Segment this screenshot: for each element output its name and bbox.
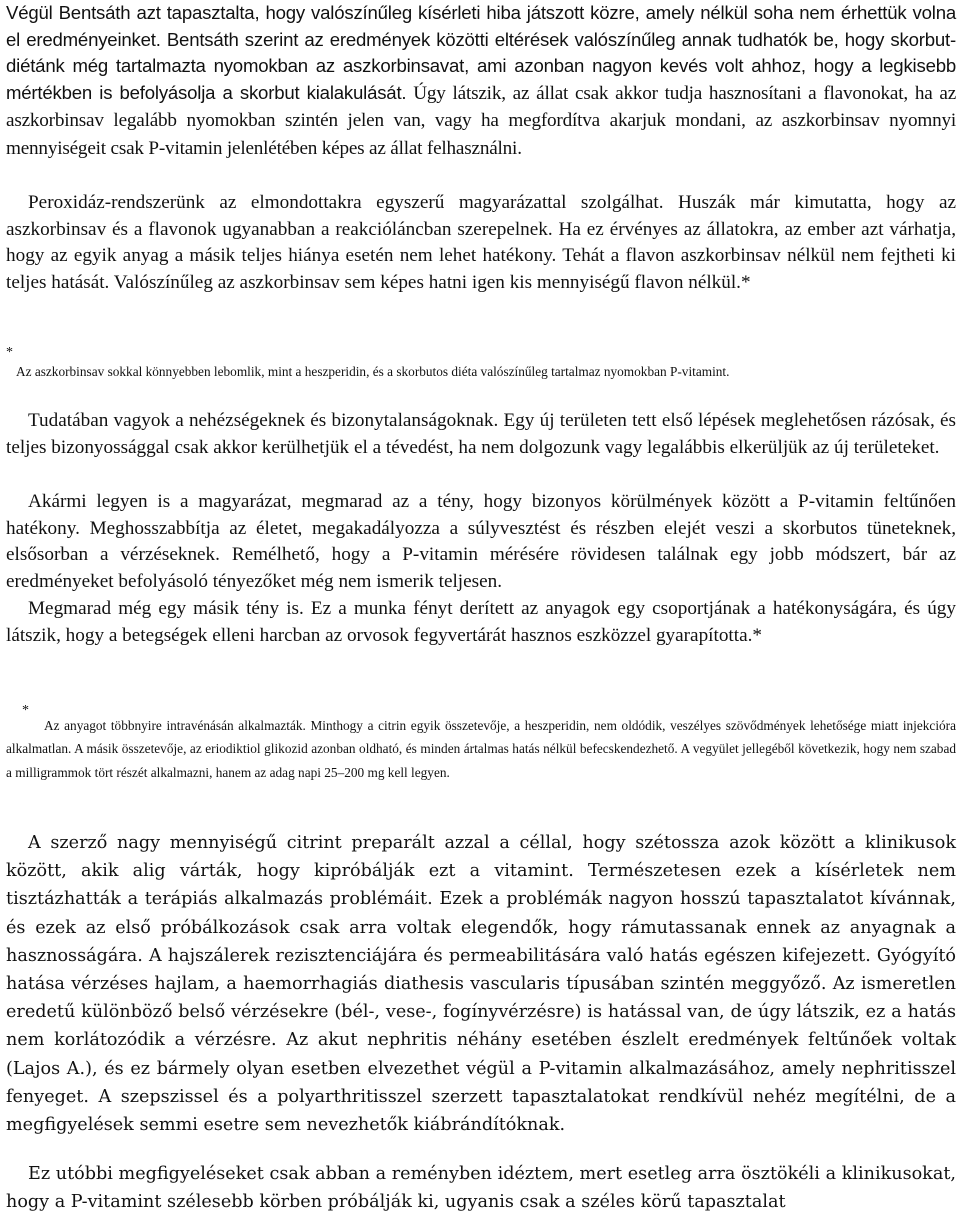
- paragraph-clinicians: Ez utóbbi megfigyeléseket csak abban a reményben idéztem, mert esetleg arra ösztökéli a klinikusokat, hogy a P-vitamint szélesebb körben próbálják ki, ugyanis csak a széles körű tapasztalat: [6, 1164, 956, 1213]
- footnote-2-marker: *: [22, 703, 29, 718]
- footnote-1: [6, 345, 956, 382]
- paragraph-bentsath-continuation: Úgy látszik, az állat csak akkor tudja hasznosítani a flavonokat, ha az aszkorbinsav legalább nyomokban szintén jelen van, vagy ha megfordítva akarjuk mondani, az aszkorbinsav nyomnyi mennyiségeit csak P-vitamin jelenlétében képes az állat felhasználni.: [6, 82, 957, 159]
- footnote-2-text: Az anyagot többnyire intravénásán alkalmazták. Minthogy a citrin egyik összetevője, a heszperidin, nem oldódik, veszélyes szövődmények lehetősége miatt injekcióra alkalmatlan. A másik összetevője, az eriodiktiol glikozid azonban oldható, és minden ártalmas hatás nélkül befecskendezhető. A vegyület jellegéből következik, hogy nem szabad a milligrammok tört részét alkalmazni, hanem az adag napi 25–200 mg kell legyen.: [6, 718, 956, 780]
- footnote-2: [6, 704, 956, 784]
- paragraph-bentsath-text: Végül Bentsáth azt tapasztalta, hogy valószínűleg kísérleti hiba játszott közre, amely nélkül soha nem érhettük volna el eredményeinket. Bentsáth szerint az eredmények közötti eltérések valószínűleg annak tudhatók be, hogy skorbut-diétánk még tartalmazta nyomokban az aszkorbinsavat, ami azonban nagyon kevés volt ahhoz, hogy a legkisebb mértékben is befolyásolja a skorbut kialakulását.: [6, 2, 956, 103]
- paragraph-citrin: A szerző nagy mennyiségű citrint preparált azzal a céllal, hogy szétossza azok között a klinikusok között, akik alig várták, hogy kipróbálják ezt a vitamint. Természetesen ezek a kísérletek nem tisztázhatták a terápiás alkalmazás problémáit. Ezek a problémák nagyon hosszú tapasztalatot kívánnak, és ezek az első próbálkozások csak arra voltak elegendők, hogy rámutassanak ennek az anyagnak a hasznosságára. A hajszálerek rezisztenciájára és permeabilitására való hatás egészen kifejezett. Gyógyító hatása vérzéses hajlam, a haemorrhagiás diathesis vascularis típusában szintén meggyőző. Az ismeretlen eredetű különböző belső vérzésekre (bél-, vese-, fogínyvérzésre) is hatással van, de úgy látszik, ez a hatás nem korlátozódik a vérzésre. Az akut nephritis néhány esetében észlelt eredmények feltűnőek voltak (Lajos A.), és ez bármely olyan esetben elvezethet végül a P-vitamin alkalmazásához, amely nephritisszel fenyeget. A szepszissel és a polyarthritisszel szerzett tapasztalatokat rendkívül nehéz megítélni, de a megfigyelések semmi esetre sem nevezhetők kiábrándítóknak.: [6, 833, 956, 1136]
- footnote-1-marker: *: [6, 345, 13, 360]
- paragraph-uncertainty: Tudatában vagyok a nehézségeknek és bizonytalanságoknak. Egy új területen tett első lépések meglehetősen rázósak, és teljes bizonyossággal csak akkor kerülhetjük el a tévedést, ha nem dolgozunk vagy legalábbis elkerüljük az új területeket.: [6, 410, 956, 458]
- paragraph-peroxidase: Peroxidáz-rendszerünk az elmondottakra egyszerű magyarázattal szolgálhat. Huszák már kimutatta, hogy az aszkorbinsav és a flavonok ugyanabban a reakcióláncban szerepelnek. Ha ez érvényes az állatokra, az ember azt várhatja, hogy az egyik anyag a másik teljes hiánya esetén nem lehet hatékony. Tehát a flavon aszkorbinsav nélkül nem fejtheti ki teljes hatását. Valószínűleg az aszkorbinsav sem képes hatni igen kis mennyiségű flavon nélkül.*: [6, 192, 956, 293]
- paragraph-another-fact: Megmarad még egy másik tény is. Ez a munka fényt derített az anyagok egy csoportjának a hatékonyságára, és úgy látszik, hogy a betegségek elleni harcban az orvosok fegyvertárát hasznos eszközzel gyarapította.*: [6, 598, 956, 646]
- paragraph-explanation: Akármi legyen is a magyarázat, megmarad az a tény, hogy bizonyos körülmények között a P-vitamin feltűnően hatékony. Meghosszabbítja az életet, megakadályozza a súlyvesztést és részben elejét veszi a skorbutos tüneteknek, elsősorban a vérzéseknek. Remélhető, hogy a P-vitamin mérésére rövidesen találnak egy jobb módszert, bár az eredményeket befolyásoló tényezőket még nem ismerik teljesen.: [6, 491, 956, 592]
- footnote-1-text: Az aszkorbinsav sokkal könnyebben lebomlik, mint a heszperidin, és a skorbutos diéta valószínűleg tartalmaz nyomokban P-vitamint.: [16, 364, 730, 379]
- paragraph-bentsath: [6, 0, 956, 163]
